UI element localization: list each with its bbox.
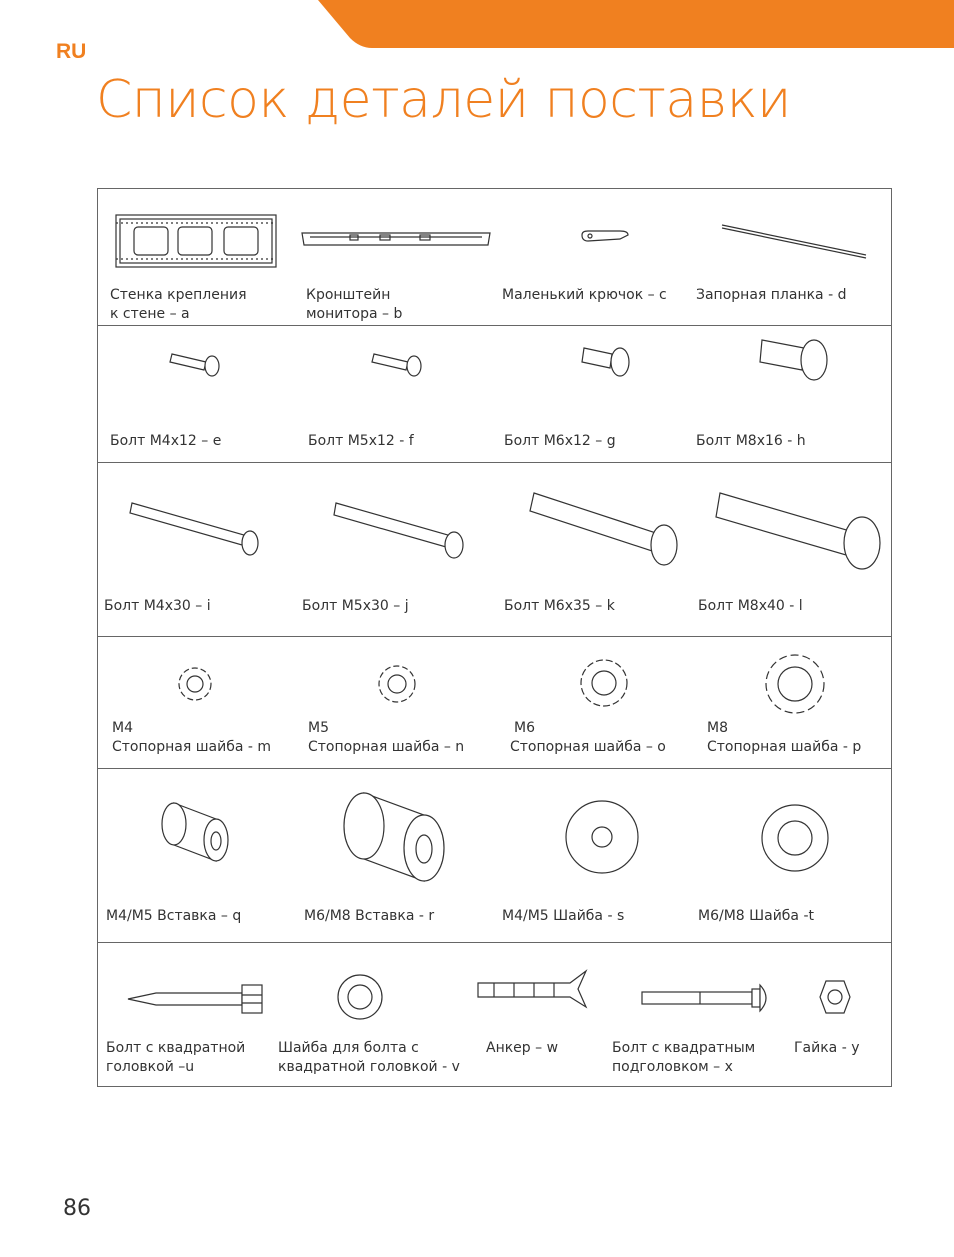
part-bolt-j bbox=[294, 463, 490, 636]
bolt-icon bbox=[530, 489, 690, 569]
part-monitor-bracket bbox=[294, 189, 490, 325]
part-flat-washer-t bbox=[686, 769, 891, 942]
flat-washer-icon bbox=[760, 803, 830, 873]
part-label: Шайба для болта с bbox=[278, 1040, 419, 1056]
bolt-icon bbox=[128, 501, 268, 561]
part-bolt-h bbox=[686, 326, 891, 462]
bolt-icon bbox=[170, 350, 222, 378]
part-label: M4/M5 Шайба - s bbox=[502, 908, 625, 924]
lock-washer-icon bbox=[176, 665, 214, 703]
part-label: M4 bbox=[112, 720, 133, 736]
locking-bar-icon bbox=[720, 221, 870, 261]
part-label: Маленький крючок – c bbox=[502, 287, 667, 303]
bolt-icon bbox=[372, 350, 424, 378]
part-spacer-r bbox=[294, 769, 490, 942]
part-nut-y bbox=[788, 943, 891, 1086]
part-label: Болт M5x30 – j bbox=[302, 598, 409, 614]
wall-plate-icon bbox=[114, 213, 278, 269]
part-label: к стене – a bbox=[110, 306, 190, 322]
bolt-icon bbox=[716, 489, 886, 571]
header-accent-tab bbox=[0, 0, 954, 48]
page-number: 86 bbox=[63, 1196, 91, 1221]
part-label: M4/M5 Вставка – q bbox=[106, 908, 242, 924]
part-label: Анкер – w bbox=[486, 1040, 559, 1056]
lock-washer-icon bbox=[578, 657, 630, 709]
bolt-icon bbox=[332, 501, 472, 561]
part-label: M6 bbox=[514, 720, 535, 736]
part-label: головкой –u bbox=[106, 1059, 195, 1075]
part-label: Стопорная шайба – o bbox=[510, 739, 666, 755]
part-label: Стопорная шайба - p bbox=[707, 739, 862, 755]
lag-bolt-icon bbox=[126, 981, 268, 1017]
lock-washer-icon bbox=[762, 651, 828, 717]
flat-washer-icon bbox=[564, 799, 640, 875]
part-label: Болт M4x12 – e bbox=[110, 433, 222, 449]
parts-row bbox=[98, 326, 891, 463]
part-lock-washer-p bbox=[686, 637, 891, 768]
small-hook-icon bbox=[580, 227, 632, 245]
part-bolt-i bbox=[98, 463, 294, 636]
language-code: RU bbox=[56, 40, 87, 63]
spacer-icon bbox=[160, 799, 238, 867]
part-lock-washer-o bbox=[490, 637, 686, 768]
part-wall-plate bbox=[98, 189, 294, 325]
part-label: Стопорная шайба - m bbox=[112, 739, 271, 755]
part-label: Болт M6x12 – g bbox=[504, 433, 616, 449]
part-anchor-w bbox=[480, 943, 606, 1086]
parts-table bbox=[97, 188, 892, 1087]
spacer-icon bbox=[342, 789, 452, 887]
part-label: M6/M8 Шайба -t bbox=[698, 908, 814, 924]
bolt-icon bbox=[760, 336, 832, 386]
monitor-bracket-icon bbox=[300, 227, 492, 251]
washer-icon bbox=[336, 973, 384, 1021]
part-label: M6/M8 Вставка - r bbox=[304, 908, 435, 924]
part-lock-washer-n bbox=[294, 637, 490, 768]
part-carriage-bolt-x bbox=[606, 943, 788, 1086]
part-label: Болт M4x30 – i bbox=[104, 598, 211, 614]
part-lag-bolt-u bbox=[98, 943, 274, 1086]
part-label: Стопорная шайба – n bbox=[308, 739, 465, 755]
lock-washer-icon bbox=[376, 663, 418, 705]
parts-row bbox=[98, 463, 891, 637]
part-label: M8 bbox=[707, 720, 728, 736]
part-label: Болт с квадратной bbox=[106, 1040, 246, 1056]
page-title: Список деталей поставки bbox=[96, 70, 791, 130]
part-label: Стенка крепления bbox=[110, 287, 247, 303]
part-washer-v bbox=[274, 943, 480, 1086]
part-label: Кронштейн bbox=[306, 287, 391, 303]
part-label: Болт M8x40 - l bbox=[698, 598, 803, 614]
part-label: Болт с квадратным bbox=[612, 1040, 756, 1056]
part-bolt-g bbox=[490, 326, 686, 462]
anchor-icon bbox=[474, 967, 590, 1013]
part-label: Болт M6x35 – k bbox=[504, 598, 615, 614]
part-label: Болт M5x12 - f bbox=[308, 433, 414, 449]
bolt-icon bbox=[582, 344, 634, 380]
part-flat-washer-s bbox=[490, 769, 686, 942]
part-label: подголовком – x bbox=[612, 1059, 733, 1075]
nut-icon bbox=[818, 979, 852, 1015]
parts-row bbox=[98, 637, 891, 769]
part-locking-bar bbox=[686, 189, 891, 325]
part-label: квадратной головкой - v bbox=[278, 1059, 460, 1075]
part-label: монитора – b bbox=[306, 306, 403, 322]
part-lock-washer-m bbox=[98, 637, 294, 768]
part-small-hook bbox=[490, 189, 686, 325]
part-bolt-e bbox=[98, 326, 294, 462]
part-bolt-f bbox=[294, 326, 490, 462]
parts-row bbox=[98, 189, 891, 326]
part-label: M5 bbox=[308, 720, 329, 736]
part-label: Болт M8x16 - h bbox=[696, 433, 806, 449]
part-spacer-q bbox=[98, 769, 294, 942]
parts-row bbox=[98, 943, 891, 1086]
part-bolt-k bbox=[490, 463, 686, 636]
part-label: Гайка - y bbox=[794, 1040, 860, 1056]
parts-row bbox=[98, 769, 891, 943]
carriage-bolt-icon bbox=[640, 983, 774, 1013]
part-bolt-l bbox=[686, 463, 891, 636]
part-label: Запорная планка - d bbox=[696, 287, 847, 303]
